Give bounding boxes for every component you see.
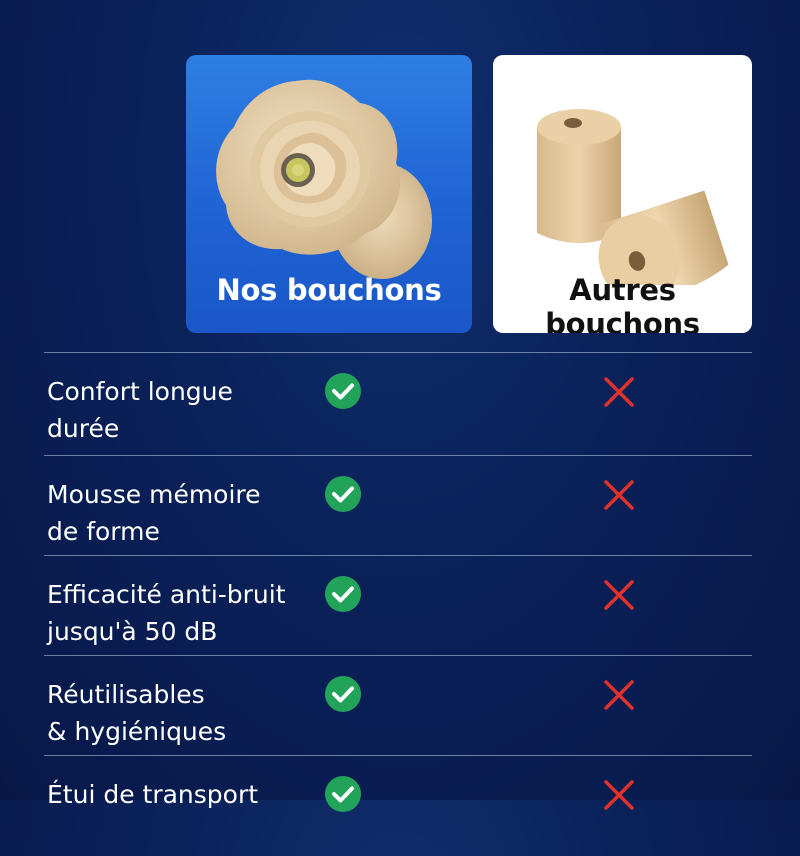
table-row bbox=[44, 555, 752, 656]
table-row bbox=[44, 755, 752, 856]
cross-icon bbox=[602, 778, 636, 812]
feature-label: Confort longue durée bbox=[47, 377, 233, 443]
check-circle-icon bbox=[325, 476, 361, 512]
cross-icon bbox=[602, 478, 636, 512]
cross-icon bbox=[602, 678, 636, 712]
cross-icon bbox=[602, 375, 636, 409]
our-product-title: Nos bouchons bbox=[216, 273, 442, 307]
feature-label: Étui de transport bbox=[47, 780, 259, 809]
feature-label: Réutilisables & hygiéniques bbox=[47, 680, 227, 746]
table-row bbox=[44, 352, 752, 453]
table-row bbox=[44, 655, 752, 756]
other-product-card bbox=[493, 55, 752, 333]
check-circle-icon bbox=[325, 373, 361, 409]
check-circle-icon bbox=[325, 576, 361, 612]
table-row bbox=[44, 455, 752, 556]
our-earplug-image bbox=[186, 55, 472, 285]
foam-earplugs-image bbox=[493, 55, 752, 285]
feature-label: Mousse mémoire de forme bbox=[47, 480, 261, 546]
our-product-card bbox=[186, 55, 472, 333]
other-product-title: Autres bouchons bbox=[545, 273, 700, 333]
check-circle-icon bbox=[325, 676, 361, 712]
check-circle-icon bbox=[325, 776, 361, 812]
cross-icon bbox=[602, 578, 636, 612]
feature-label: Efficacité anti-bruit jusqu'à 50 dB bbox=[47, 580, 286, 646]
